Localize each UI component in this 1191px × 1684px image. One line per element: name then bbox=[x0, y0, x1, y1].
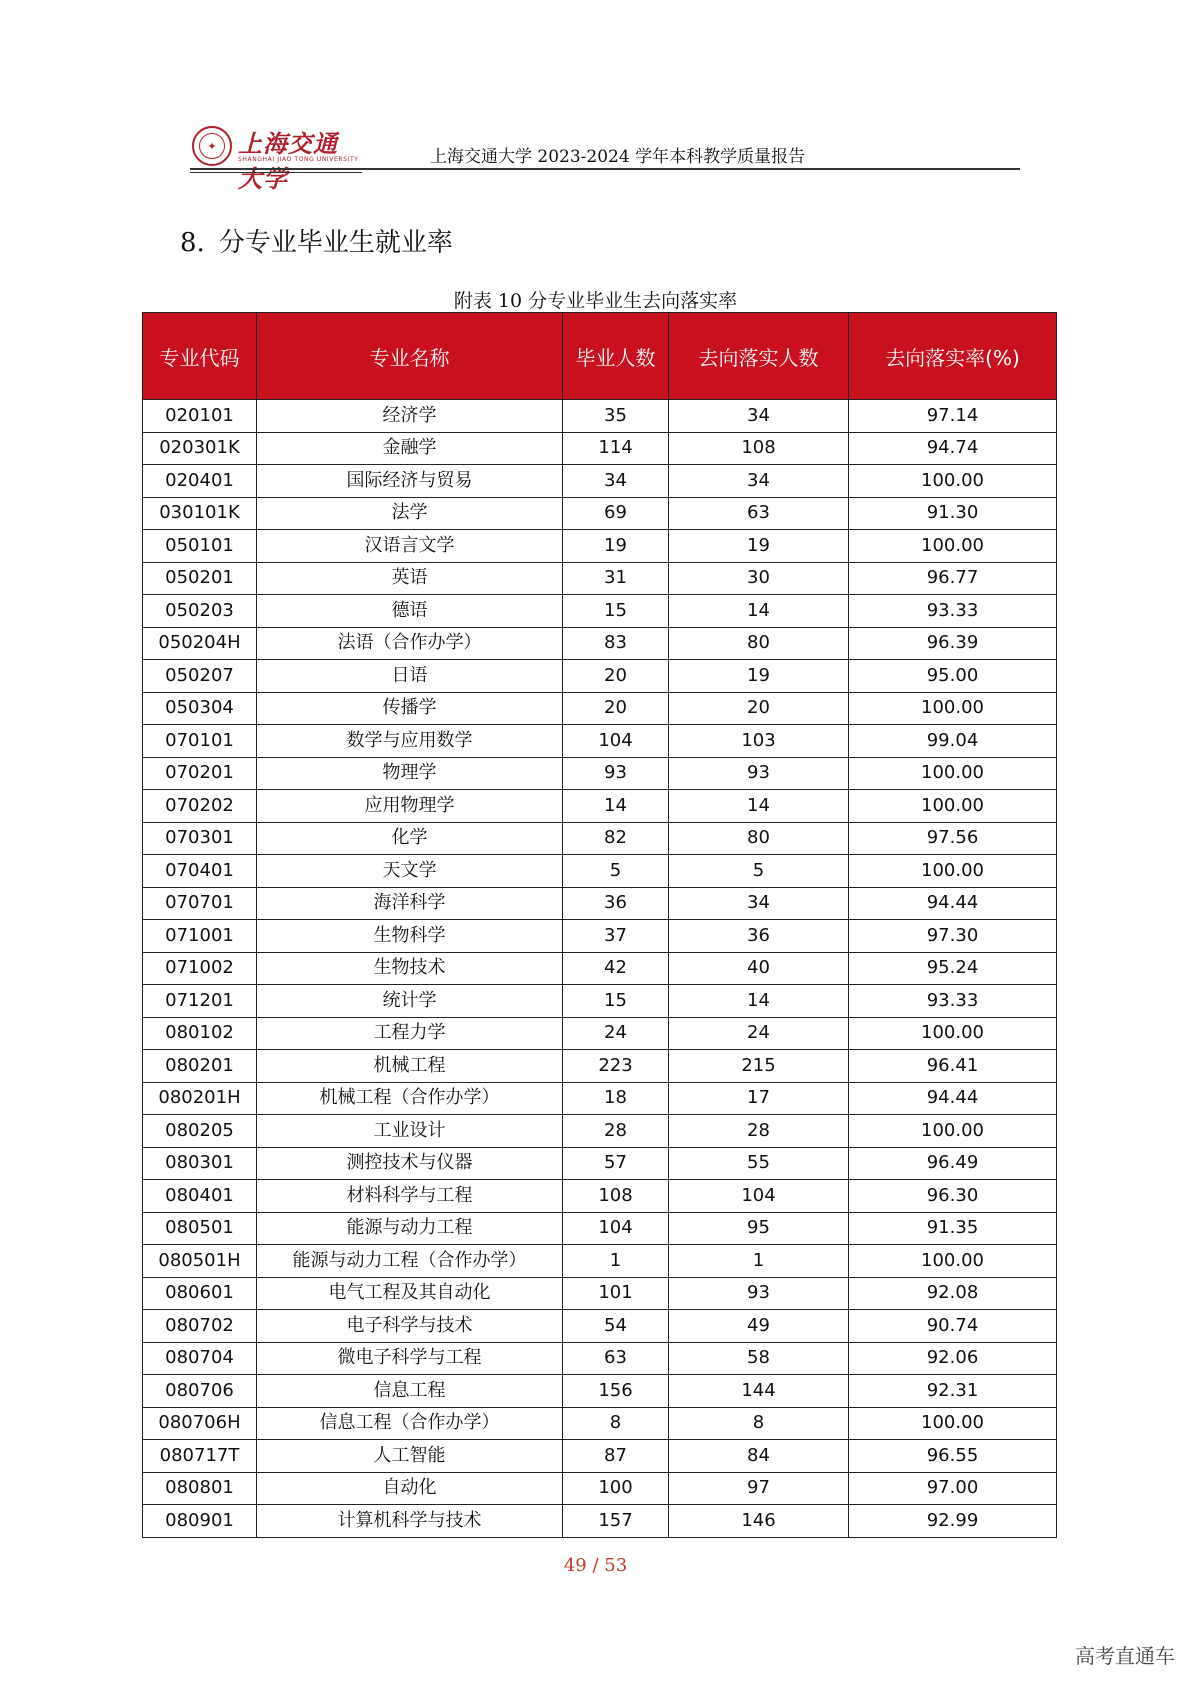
graduate-count: 83 bbox=[563, 627, 669, 660]
graduate-count: 28 bbox=[563, 1115, 669, 1148]
placement-rate: 97.00 bbox=[849, 1472, 1057, 1505]
placed-count: 80 bbox=[669, 822, 849, 855]
placed-count: 93 bbox=[669, 757, 849, 790]
table-row bbox=[143, 1375, 1057, 1408]
major-name: 物理学 bbox=[257, 757, 563, 790]
major-code: 050204H bbox=[143, 627, 257, 660]
major-name: 机械工程 bbox=[257, 1050, 563, 1083]
major-code: 080704 bbox=[143, 1342, 257, 1375]
placement-rate: 100.00 bbox=[849, 692, 1057, 725]
major-code: 030101K bbox=[143, 497, 257, 530]
graduate-count: 35 bbox=[563, 400, 669, 433]
major-code: 080401 bbox=[143, 1180, 257, 1213]
major-name: 经济学 bbox=[257, 400, 563, 433]
placed-count: 5 bbox=[669, 855, 849, 888]
table-row bbox=[143, 887, 1057, 920]
major-code: 070301 bbox=[143, 822, 257, 855]
major-name: 海洋科学 bbox=[257, 887, 563, 920]
major-code: 080801 bbox=[143, 1472, 257, 1505]
placement-rate: 100.00 bbox=[849, 530, 1057, 563]
placed-count: 49 bbox=[669, 1310, 849, 1343]
graduate-count: 19 bbox=[563, 530, 669, 563]
placed-count: 34 bbox=[669, 400, 849, 433]
major-code: 020401 bbox=[143, 465, 257, 498]
major-name: 法语（合作办学） bbox=[257, 627, 563, 660]
major-code: 071002 bbox=[143, 952, 257, 985]
major-code: 080205 bbox=[143, 1115, 257, 1148]
watermark: 高考直通车 bbox=[1075, 1644, 1175, 1668]
page-header bbox=[190, 118, 1020, 193]
column-header-code: 专业代码 bbox=[143, 313, 257, 400]
major-name: 数学与应用数学 bbox=[257, 725, 563, 758]
major-name: 日语 bbox=[257, 660, 563, 693]
graduate-count: 223 bbox=[563, 1050, 669, 1083]
placed-count: 97 bbox=[669, 1472, 849, 1505]
table-row bbox=[143, 1245, 1057, 1278]
placement-rate: 100.00 bbox=[849, 790, 1057, 823]
major-code: 080706 bbox=[143, 1375, 257, 1408]
table-row bbox=[143, 855, 1057, 888]
table-row bbox=[143, 1082, 1057, 1115]
placement-rate: 97.14 bbox=[849, 400, 1057, 433]
major-code: 070201 bbox=[143, 757, 257, 790]
placed-count: 8 bbox=[669, 1407, 849, 1440]
graduate-count: 104 bbox=[563, 1212, 669, 1245]
graduate-count: 87 bbox=[563, 1440, 669, 1473]
major-name: 传播学 bbox=[257, 692, 563, 725]
placed-count: 20 bbox=[669, 692, 849, 725]
column-header-graduates: 毕业人数 bbox=[563, 313, 669, 400]
column-header-placed: 去向落实人数 bbox=[669, 313, 849, 400]
placement-rate: 100.00 bbox=[849, 1407, 1057, 1440]
major-name: 德语 bbox=[257, 595, 563, 628]
major-name: 计算机科学与技术 bbox=[257, 1505, 563, 1538]
placement-rate: 92.06 bbox=[849, 1342, 1057, 1375]
major-name: 英语 bbox=[257, 562, 563, 595]
graduate-count: 14 bbox=[563, 790, 669, 823]
graduate-count: 20 bbox=[563, 660, 669, 693]
graduate-count: 18 bbox=[563, 1082, 669, 1115]
graduate-count: 15 bbox=[563, 985, 669, 1018]
graduate-count: 54 bbox=[563, 1310, 669, 1343]
table-row bbox=[143, 497, 1057, 530]
major-name: 化学 bbox=[257, 822, 563, 855]
placement-rate: 92.08 bbox=[849, 1277, 1057, 1310]
graduate-count: 93 bbox=[563, 757, 669, 790]
placed-count: 1 bbox=[669, 1245, 849, 1278]
placed-count: 104 bbox=[669, 1180, 849, 1213]
placement-rate: 94.44 bbox=[849, 887, 1057, 920]
section-title-text: 分专业毕业生就业率 bbox=[218, 228, 453, 258]
major-code: 050201 bbox=[143, 562, 257, 595]
table-row bbox=[143, 822, 1057, 855]
placed-count: 93 bbox=[669, 1277, 849, 1310]
major-name: 测控技术与仪器 bbox=[257, 1147, 563, 1180]
table-row bbox=[143, 1310, 1057, 1343]
major-name: 人工智能 bbox=[257, 1440, 563, 1473]
major-name: 电气工程及其自动化 bbox=[257, 1277, 563, 1310]
placed-count: 144 bbox=[669, 1375, 849, 1408]
graduate-count: 57 bbox=[563, 1147, 669, 1180]
placed-count: 103 bbox=[669, 725, 849, 758]
placed-count: 34 bbox=[669, 465, 849, 498]
major-code: 070701 bbox=[143, 887, 257, 920]
table-row bbox=[143, 985, 1057, 1018]
table-row bbox=[143, 432, 1057, 465]
graduate-count: 1 bbox=[563, 1245, 669, 1278]
placement-rate: 91.30 bbox=[849, 497, 1057, 530]
section-heading bbox=[180, 222, 453, 259]
table-row bbox=[143, 1212, 1057, 1245]
placement-rate: 96.41 bbox=[849, 1050, 1057, 1083]
major-code: 050207 bbox=[143, 660, 257, 693]
major-name: 机械工程（合作办学） bbox=[257, 1082, 563, 1115]
placed-count: 58 bbox=[669, 1342, 849, 1375]
table-row bbox=[143, 1342, 1057, 1375]
placement-rate: 97.30 bbox=[849, 920, 1057, 953]
major-name: 国际经济与贸易 bbox=[257, 465, 563, 498]
graduate-count: 15 bbox=[563, 595, 669, 628]
placement-rate: 95.00 bbox=[849, 660, 1057, 693]
graduate-count: 5 bbox=[563, 855, 669, 888]
major-code: 050203 bbox=[143, 595, 257, 628]
table-row bbox=[143, 660, 1057, 693]
graduate-count: 114 bbox=[563, 432, 669, 465]
column-header-rate: 去向落实率(%) bbox=[849, 313, 1057, 400]
major-code: 080706H bbox=[143, 1407, 257, 1440]
placement-rate: 96.30 bbox=[849, 1180, 1057, 1213]
placed-count: 95 bbox=[669, 1212, 849, 1245]
major-name: 工业设计 bbox=[257, 1115, 563, 1148]
table-row bbox=[143, 465, 1057, 498]
placed-count: 14 bbox=[669, 985, 849, 1018]
placed-count: 55 bbox=[669, 1147, 849, 1180]
major-name: 工程力学 bbox=[257, 1017, 563, 1050]
table-row bbox=[143, 1472, 1057, 1505]
table-row bbox=[143, 530, 1057, 563]
graduate-count: 156 bbox=[563, 1375, 669, 1408]
placed-count: 19 bbox=[669, 660, 849, 693]
major-code: 020301K bbox=[143, 432, 257, 465]
graduate-count: 24 bbox=[563, 1017, 669, 1050]
placed-count: 19 bbox=[669, 530, 849, 563]
placement-rate: 90.74 bbox=[849, 1310, 1057, 1343]
placed-count: 14 bbox=[669, 790, 849, 823]
table-row bbox=[143, 1017, 1057, 1050]
placement-rate: 91.35 bbox=[849, 1212, 1057, 1245]
placement-rate: 94.74 bbox=[849, 432, 1057, 465]
page-number: 49 / 53 bbox=[563, 1555, 628, 1576]
major-code: 080201 bbox=[143, 1050, 257, 1083]
placement-rate: 96.49 bbox=[849, 1147, 1057, 1180]
logo-chinese-name: 上海交通大学 bbox=[238, 129, 338, 193]
placed-count: 40 bbox=[669, 952, 849, 985]
major-code: 080201H bbox=[143, 1082, 257, 1115]
table-row bbox=[143, 1407, 1057, 1440]
major-name: 能源与动力工程（合作办学） bbox=[257, 1245, 563, 1278]
placement-rate: 99.04 bbox=[849, 725, 1057, 758]
table-row bbox=[143, 400, 1057, 433]
placed-count: 215 bbox=[669, 1050, 849, 1083]
graduate-count: 36 bbox=[563, 887, 669, 920]
major-code: 080901 bbox=[143, 1505, 257, 1538]
graduate-count: 108 bbox=[563, 1180, 669, 1213]
table-caption: 附表 10 分专业毕业生去向落实率 bbox=[453, 290, 738, 312]
placement-rate: 96.55 bbox=[849, 1440, 1057, 1473]
graduate-count: 37 bbox=[563, 920, 669, 953]
major-code: 080501 bbox=[143, 1212, 257, 1245]
table-row bbox=[143, 1277, 1057, 1310]
graduate-count: 63 bbox=[563, 1342, 669, 1375]
placed-count: 30 bbox=[669, 562, 849, 595]
placement-rate: 100.00 bbox=[849, 1115, 1057, 1148]
table-header-row bbox=[143, 313, 1057, 400]
table-row bbox=[143, 1147, 1057, 1180]
major-code: 071001 bbox=[143, 920, 257, 953]
major-name: 电子科学与技术 bbox=[257, 1310, 563, 1343]
graduate-count: 100 bbox=[563, 1472, 669, 1505]
major-name: 生物技术 bbox=[257, 952, 563, 985]
header-divider-short bbox=[190, 172, 362, 173]
placement-rate: 94.44 bbox=[849, 1082, 1057, 1115]
major-name: 应用物理学 bbox=[257, 790, 563, 823]
logo-english-name: SHANGHAI JIAO TONG UNIVERSITY bbox=[238, 156, 359, 163]
graduate-count: 82 bbox=[563, 822, 669, 855]
major-code: 070202 bbox=[143, 790, 257, 823]
graduate-count: 157 bbox=[563, 1505, 669, 1538]
placed-count: 146 bbox=[669, 1505, 849, 1538]
table-row bbox=[143, 757, 1057, 790]
university-seal-icon: ✦ bbox=[192, 126, 232, 166]
major-code: 020101 bbox=[143, 400, 257, 433]
placed-count: 80 bbox=[669, 627, 849, 660]
placed-count: 36 bbox=[669, 920, 849, 953]
table-row bbox=[143, 952, 1057, 985]
report-title: 上海交通大学 2023-2024 学年本科教学质量报告 bbox=[430, 147, 806, 167]
placed-count: 63 bbox=[669, 497, 849, 530]
major-name: 天文学 bbox=[257, 855, 563, 888]
table-row bbox=[143, 1505, 1057, 1538]
placement-rate: 96.77 bbox=[849, 562, 1057, 595]
table-row bbox=[143, 1115, 1057, 1148]
graduate-count: 42 bbox=[563, 952, 669, 985]
column-header-major: 专业名称 bbox=[257, 313, 563, 400]
table-row bbox=[143, 562, 1057, 595]
table-row bbox=[143, 1050, 1057, 1083]
major-code: 080501H bbox=[143, 1245, 257, 1278]
section-number: 8. bbox=[180, 228, 205, 258]
major-name: 能源与动力工程 bbox=[257, 1212, 563, 1245]
major-code: 080717T bbox=[143, 1440, 257, 1473]
placed-count: 24 bbox=[669, 1017, 849, 1050]
table-row bbox=[143, 595, 1057, 628]
placed-count: 34 bbox=[669, 887, 849, 920]
graduate-count: 104 bbox=[563, 725, 669, 758]
table-row bbox=[143, 790, 1057, 823]
major-code: 080102 bbox=[143, 1017, 257, 1050]
university-logo bbox=[192, 124, 362, 193]
major-name: 法学 bbox=[257, 497, 563, 530]
major-code: 070401 bbox=[143, 855, 257, 888]
placement-rate: 100.00 bbox=[849, 1017, 1057, 1050]
placement-rate: 96.39 bbox=[849, 627, 1057, 660]
placed-count: 108 bbox=[669, 432, 849, 465]
table-row bbox=[143, 1180, 1057, 1213]
placement-rate: 93.33 bbox=[849, 595, 1057, 628]
table-row bbox=[143, 692, 1057, 725]
table-row bbox=[143, 1440, 1057, 1473]
graduate-count: 8 bbox=[563, 1407, 669, 1440]
major-name: 微电子科学与工程 bbox=[257, 1342, 563, 1375]
major-name: 金融学 bbox=[257, 432, 563, 465]
major-name: 自动化 bbox=[257, 1472, 563, 1505]
table-row bbox=[143, 627, 1057, 660]
placement-rate: 92.99 bbox=[849, 1505, 1057, 1538]
table-row bbox=[143, 725, 1057, 758]
placement-rate: 93.33 bbox=[849, 985, 1057, 1018]
placement-rate: 100.00 bbox=[849, 855, 1057, 888]
major-name: 生物科学 bbox=[257, 920, 563, 953]
placement-rate: 100.00 bbox=[849, 1245, 1057, 1278]
major-code: 050101 bbox=[143, 530, 257, 563]
table-row bbox=[143, 920, 1057, 953]
employment-rate-table bbox=[142, 312, 1057, 1538]
table-body bbox=[143, 400, 1057, 1538]
graduate-count: 101 bbox=[563, 1277, 669, 1310]
major-code: 071201 bbox=[143, 985, 257, 1018]
major-code: 080702 bbox=[143, 1310, 257, 1343]
header-divider bbox=[190, 168, 1020, 170]
placed-count: 28 bbox=[669, 1115, 849, 1148]
placed-count: 17 bbox=[669, 1082, 849, 1115]
graduate-count: 34 bbox=[563, 465, 669, 498]
major-name: 统计学 bbox=[257, 985, 563, 1018]
major-name: 信息工程 bbox=[257, 1375, 563, 1408]
placement-rate: 97.56 bbox=[849, 822, 1057, 855]
major-code: 080601 bbox=[143, 1277, 257, 1310]
major-name: 信息工程（合作办学） bbox=[257, 1407, 563, 1440]
major-code: 080301 bbox=[143, 1147, 257, 1180]
placement-rate: 100.00 bbox=[849, 757, 1057, 790]
placement-rate: 95.24 bbox=[849, 952, 1057, 985]
graduate-count: 31 bbox=[563, 562, 669, 595]
major-name: 汉语言文学 bbox=[257, 530, 563, 563]
placement-rate: 100.00 bbox=[849, 465, 1057, 498]
placed-count: 14 bbox=[669, 595, 849, 628]
graduate-count: 20 bbox=[563, 692, 669, 725]
placed-count: 84 bbox=[669, 1440, 849, 1473]
major-code: 070101 bbox=[143, 725, 257, 758]
placement-rate: 92.31 bbox=[849, 1375, 1057, 1408]
major-code: 050304 bbox=[143, 692, 257, 725]
major-name: 材料科学与工程 bbox=[257, 1180, 563, 1213]
graduate-count: 69 bbox=[563, 497, 669, 530]
